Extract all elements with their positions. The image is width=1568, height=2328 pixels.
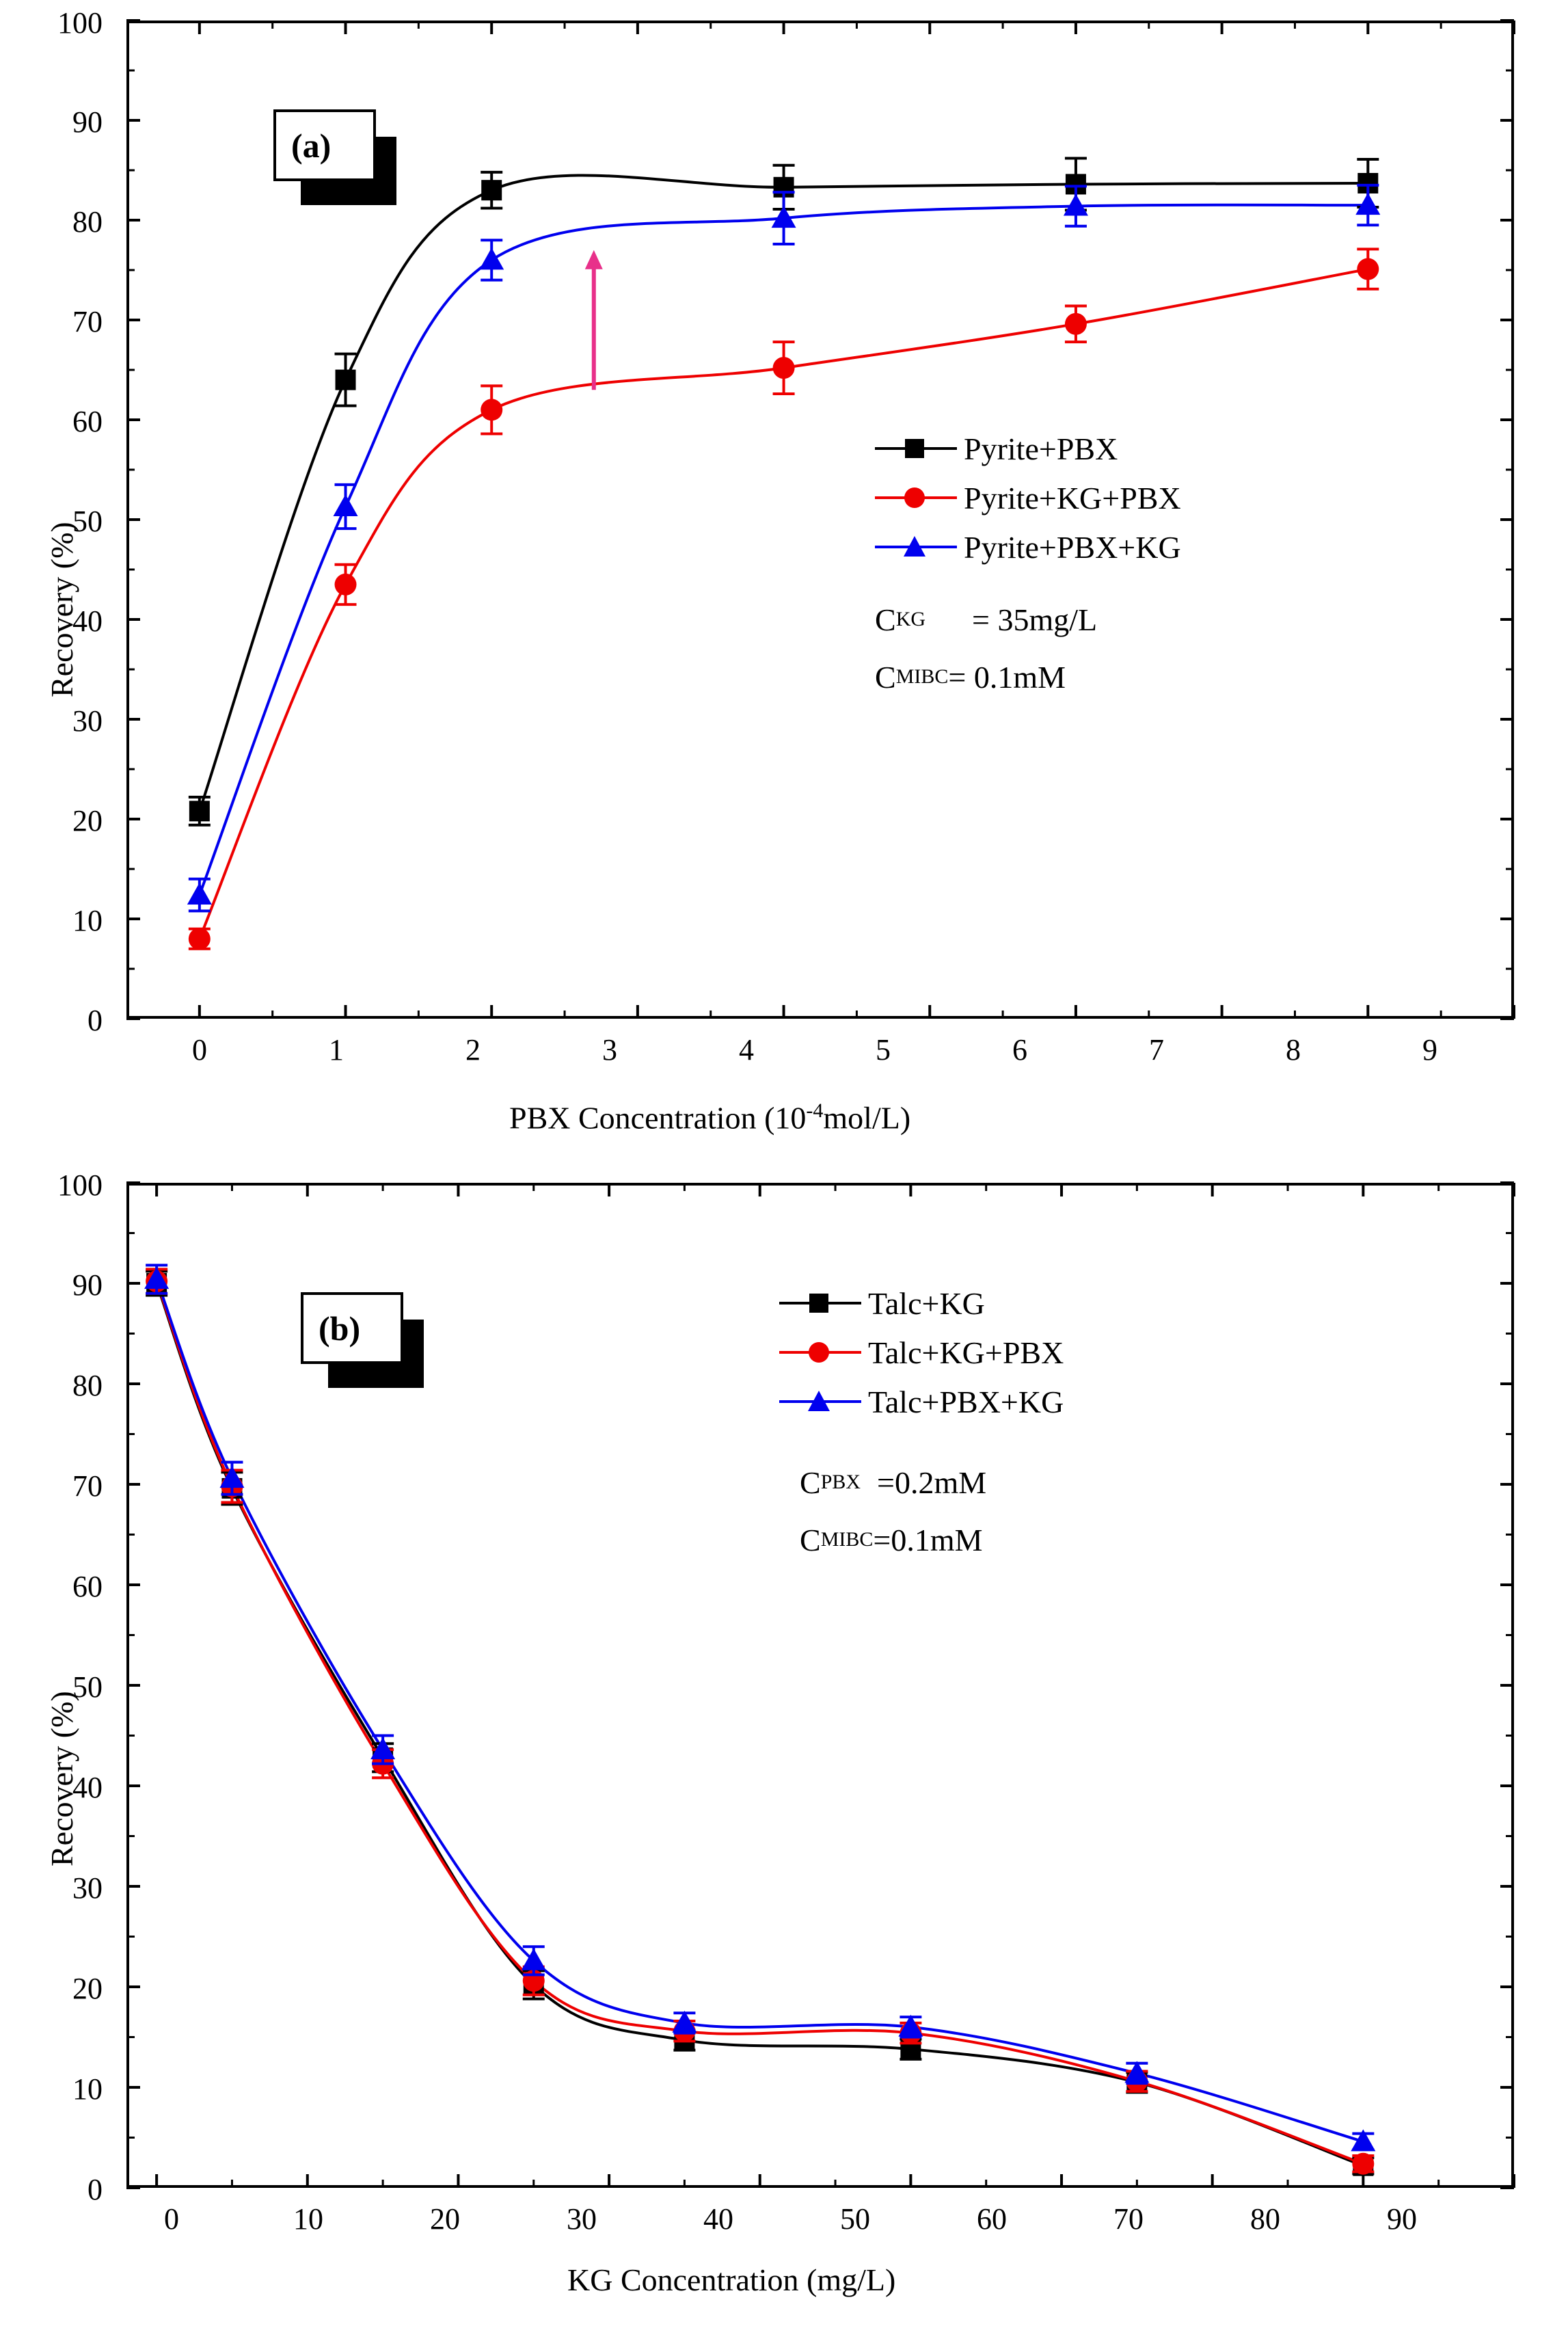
- condition-b-0-value: =0.2mM: [877, 1464, 987, 1500]
- x-tick-a-2: 2: [465, 1033, 481, 1067]
- y-tick-a-40: 40: [72, 604, 103, 638]
- x-tick-b-20: 20: [430, 2202, 460, 2236]
- y-axis-label-b: Recovery (%): [44, 1691, 79, 1867]
- legend-label-b-2: Talc+PBX+KG: [868, 1384, 1064, 1419]
- x-tick-b-80: 80: [1250, 2202, 1280, 2236]
- data-layer-b: [0, 1162, 1568, 2328]
- x-tick-b-70: 70: [1113, 2202, 1144, 2236]
- y-tick-b-100: 100: [57, 1168, 103, 1202]
- y-tick-a-30: 30: [72, 704, 103, 738]
- y-tick-a-100: 100: [57, 6, 103, 40]
- y-tick-b-30: 30: [72, 1871, 103, 1905]
- x-tick-a-3: 3: [602, 1033, 617, 1067]
- x-tick-b-90: 90: [1387, 2202, 1417, 2236]
- condition-b-0-subscript: PBX: [820, 1471, 861, 1493]
- condition-b-0-symbol: C: [800, 1464, 821, 1500]
- x-axis-label-a-post: mol/L): [823, 1100, 911, 1136]
- data-layer-a: [0, 0, 1568, 1162]
- y-tick-b-50: 50: [72, 1670, 103, 1704]
- x-axis-label-b: KG Concentration (mg/L): [567, 2262, 896, 2297]
- x-tick-a-8: 8: [1286, 1033, 1301, 1067]
- condition-a-1-symbol: C: [875, 659, 896, 695]
- y-tick-a-80: 80: [72, 205, 103, 239]
- condition-b-1-symbol: C: [800, 1522, 821, 1557]
- x-tick-a-0: 0: [192, 1033, 207, 1067]
- x-tick-a-6: 6: [1012, 1033, 1027, 1067]
- y-tick-a-20: 20: [72, 804, 103, 838]
- legend-label-a-0: Pyrite+PBX: [964, 431, 1118, 466]
- y-tick-b-90: 90: [72, 1268, 103, 1302]
- y-tick-b-40: 40: [72, 1771, 103, 1804]
- condition-a-1-subscript: MIBC: [895, 665, 949, 688]
- condition-b-1-value: =0.1mM: [873, 1522, 983, 1557]
- x-tick-b-50: 50: [840, 2202, 870, 2236]
- legend-label-b-1: Talc+KG+PBX: [868, 1335, 1064, 1370]
- y-tick-b-10: 10: [72, 2072, 103, 2106]
- x-tick-b-0: 0: [164, 2202, 179, 2236]
- panel-tag-a-label: (a): [291, 126, 332, 165]
- y-tick-a-50: 50: [72, 505, 103, 538]
- x-tick-a-1: 1: [329, 1033, 344, 1067]
- condition-a-0-subscript: KG: [895, 608, 926, 630]
- condition-a-0-symbol: C: [875, 602, 896, 637]
- x-tick-a-4: 4: [739, 1033, 754, 1067]
- x-tick-b-10: 10: [293, 2202, 323, 2236]
- x-tick-b-40: 40: [703, 2202, 733, 2236]
- legend-label-b-0: Talc+KG: [868, 1285, 985, 1321]
- y-tick-a-0: 0: [87, 1004, 103, 1037]
- y-tick-a-90: 90: [72, 105, 103, 139]
- x-tick-a-7: 7: [1149, 1033, 1164, 1067]
- x-tick-b-60: 60: [977, 2202, 1007, 2236]
- y-tick-b-0: 0: [87, 2173, 103, 2206]
- panel-a: [0, 0, 1568, 1162]
- y-tick-b-80: 80: [72, 1369, 103, 1402]
- y-tick-b-60: 60: [72, 1570, 103, 1603]
- y-tick-b-70: 70: [72, 1469, 103, 1503]
- panel-b: [0, 1162, 1568, 2328]
- x-axis-label-a-exponent: -4: [806, 1099, 824, 1122]
- y-tick-a-10: 10: [72, 904, 103, 937]
- y-axis-label-a: Recovery (%): [44, 522, 79, 697]
- y-tick-b-20: 20: [72, 1972, 103, 2005]
- x-tick-b-30: 30: [567, 2202, 597, 2236]
- panel-tag-b-label: (b): [319, 1309, 361, 1348]
- condition-b-1-subscript: MIBC: [820, 1528, 874, 1551]
- legend-label-a-2: Pyrite+PBX+KG: [964, 529, 1181, 565]
- legend-label-a-1: Pyrite+KG+PBX: [964, 480, 1181, 516]
- x-tick-a-5: 5: [876, 1033, 891, 1067]
- x-axis-label-a-pre: PBX Concentration (10: [509, 1100, 807, 1136]
- x-tick-a-9: 9: [1422, 1033, 1437, 1067]
- y-tick-a-70: 70: [72, 305, 103, 338]
- condition-a-1-value: = 0.1mM: [948, 659, 1066, 695]
- condition-a-0-value: = 35mg/L: [972, 602, 1098, 637]
- y-tick-a-60: 60: [72, 405, 103, 438]
